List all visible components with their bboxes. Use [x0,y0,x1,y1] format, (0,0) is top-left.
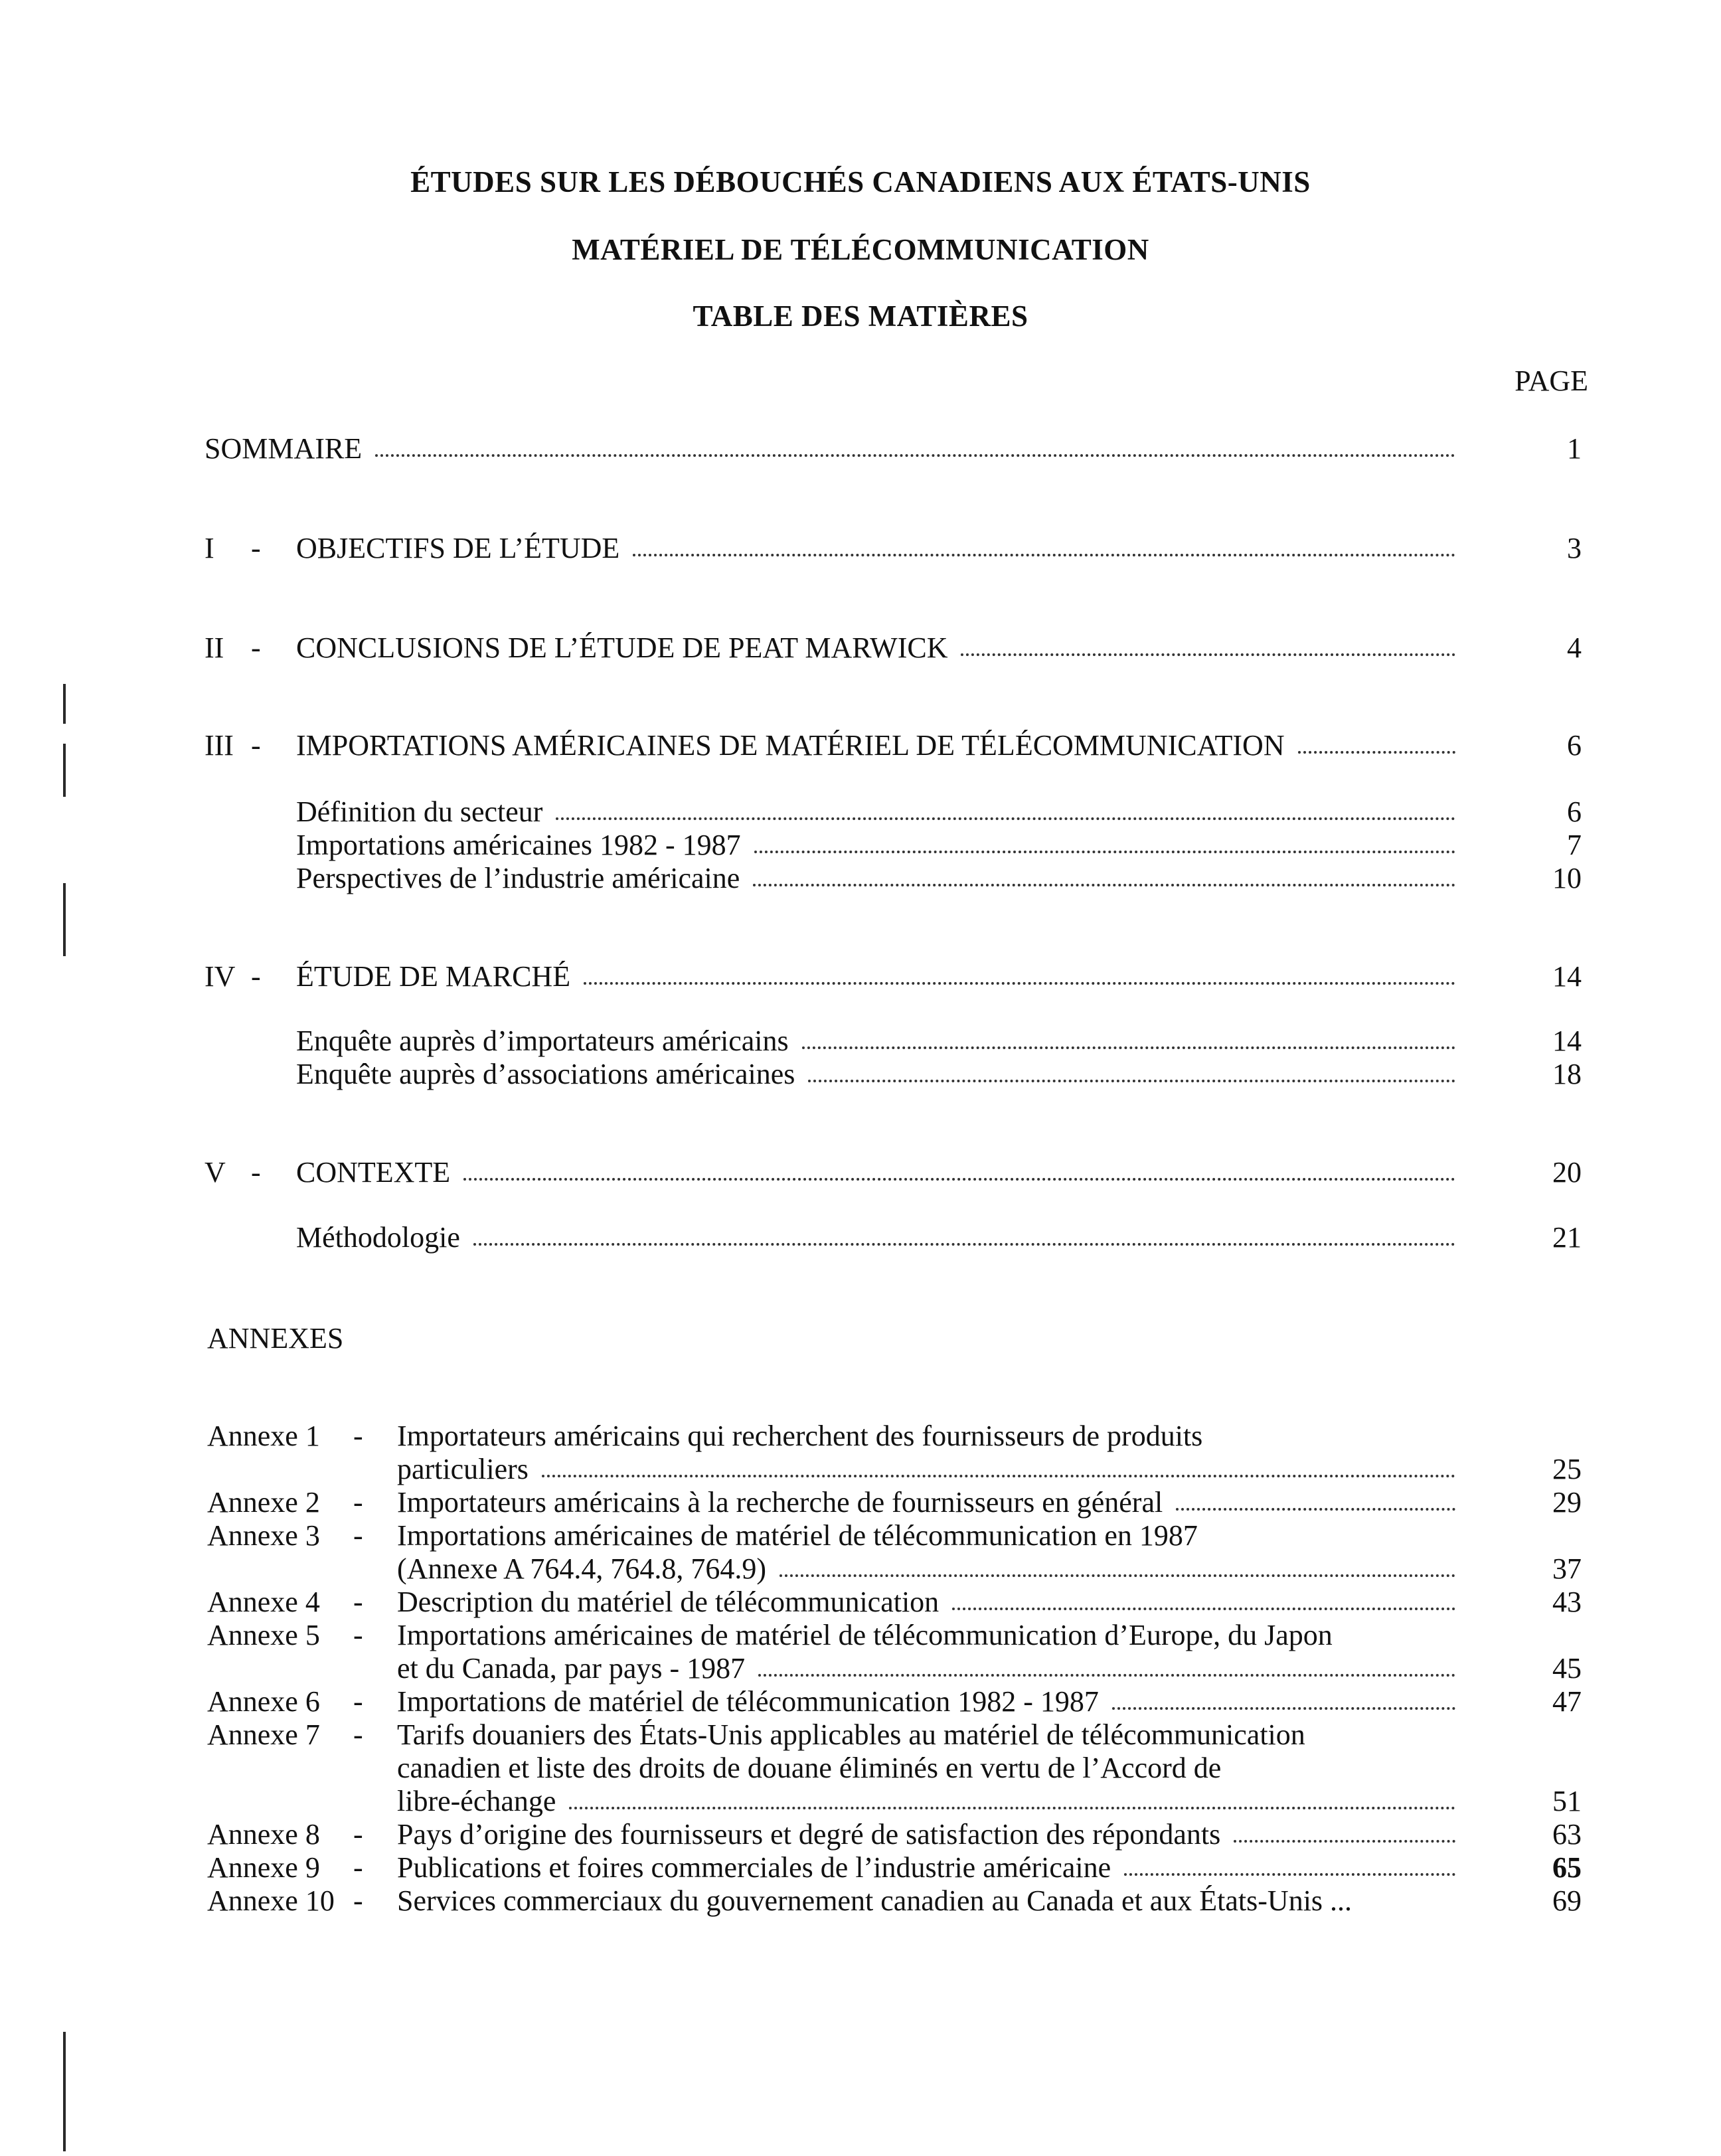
dot-leader [1298,727,1455,754]
annex-entry[interactable] [0,1882,1721,1920]
annex-page: 25 [1552,1453,1582,1485]
section-number: V [205,1156,226,1189]
annex-page: 29 [1552,1486,1582,1519]
dot-leader [754,827,1455,853]
subsection-page: 10 [1552,862,1582,894]
annex-title-line: canadien et liste des droits de douane éliminés en vertu de l’Accord de [397,1752,1222,1784]
annex-entry[interactable] [0,1517,1721,1554]
toc-entry-summary[interactable] [0,430,1721,467]
annex-separator: - [353,1519,363,1552]
dot-leader [1234,1816,1455,1843]
annex-title-line: Publications et foires commerciales de l’industrie américaine [397,1851,1111,1884]
annex-page: 43 [1552,1586,1582,1618]
annex-title-line: Importations américaines de matériel de télécommunication d’Europe, du Japon [397,1619,1333,1651]
annex-page: 65 [1552,1851,1582,1884]
dot-leader [584,958,1455,985]
annex-entry-continued[interactable] [0,1650,1721,1687]
annex-separator: - [353,1718,363,1751]
dot-leader [1112,1683,1455,1710]
annex-page: 45 [1552,1652,1582,1685]
annex-title-line: Importations de matériel de télécommunication 1982 - 1987 [397,1685,1099,1718]
toc-section-2[interactable] [0,629,1721,667]
section-title: IMPORTATIONS AMÉRICAINES DE MATÉRIEL DE TÉLÉCOMMUNICATION [296,729,1285,762]
dot-leader [542,1451,1455,1477]
annex-title-line: Importateurs américains qui recherchent des fournisseurs de produits [397,1420,1203,1452]
subsection-page: 14 [1552,1025,1582,1057]
annex-label: Annexe 9 [207,1851,320,1884]
annex-label: Annexe 3 [207,1519,320,1552]
dot-leader [1176,1484,1455,1511]
subsection-title: Enquête auprès d’associations américaines [296,1058,795,1090]
section-page: 14 [1552,960,1582,993]
annex-separator: - [353,1685,363,1718]
section-page: 20 [1552,1156,1582,1189]
dot-leader [961,629,1455,656]
subsection-title: Enquête auprès d’importateurs américains [296,1025,789,1057]
annex-title-line: (Annexe A 764.4, 764.8, 764.9) [397,1552,767,1585]
annex-title-line: Importateurs américains à la recherche de fournisseurs en général [397,1486,1163,1519]
annex-title-line: Services commerciaux du gouvernement canadien au Canada et aux États-Unis ... [397,1884,1352,1917]
annex-label: Annexe 10 [207,1884,335,1917]
section-separator: - [251,532,261,564]
section-separator: - [251,729,261,762]
toc-section-3[interactable] [0,727,1721,764]
annex-separator: - [353,1420,363,1452]
annex-separator: - [353,1486,363,1519]
subsection-page: 6 [1567,795,1582,828]
annex-title-line: Description du matériel de télécommunication [397,1586,940,1618]
dot-leader [1124,1849,1455,1876]
subsection-page: 7 [1567,829,1582,861]
dot-leader [779,1550,1455,1577]
toc-entry-title: SOMMAIRE [205,432,363,465]
section-number: II [205,631,224,664]
section-title: CONTEXTE [296,1156,451,1189]
section-number: III [205,729,234,762]
toc-section-5[interactable] [0,1154,1721,1191]
toc-subsection[interactable] [0,1219,1721,1256]
toc-subsection[interactable] [0,827,1721,864]
subsection-title: Perspectives de l’industrie américaine [296,862,740,894]
annex-title-line: Tarifs douaniers des États-Unis applicables au matériel de télécommunication [397,1718,1305,1751]
annex-entry-continued[interactable] [0,1750,1721,1787]
annex-entry[interactable] [0,1816,1721,1853]
section-number: I [205,532,214,564]
subsection-title: Méthodologie [296,1221,460,1254]
annex-entry[interactable] [0,1617,1721,1654]
toc-subsection[interactable] [0,1023,1721,1060]
section-number: IV [205,960,236,993]
annex-entry[interactable] [0,1418,1721,1455]
annex-label: Annexe 6 [207,1685,320,1718]
annex-page: 51 [1552,1785,1582,1817]
dot-leader [569,1783,1455,1809]
annex-label: Annexe 4 [207,1586,320,1618]
document-title: ÉTUDES SUR LES DÉBOUCHÉS CANADIENS AUX ÉTATS-UNIS [410,165,1311,199]
section-title: OBJECTIFS DE L’ÉTUDE [296,532,620,564]
annex-separator: - [353,1884,363,1917]
annex-page: 37 [1552,1552,1582,1585]
annex-label: Annexe 5 [207,1619,320,1651]
annex-title-line: et du Canada, par pays - 1987 [397,1652,746,1685]
document-subtitle: MATÉRIEL DE TÉLÉCOMMUNICATION [572,233,1149,266]
annex-entry[interactable] [0,1716,1721,1754]
annex-label: Annexe 2 [207,1486,320,1519]
page-column-header: PAGE [1515,365,1588,397]
scan-edge-mark [63,684,66,724]
section-title: ÉTUDE DE MARCHÉ [296,960,571,993]
dot-leader [473,1219,1455,1246]
dot-leader [463,1154,1455,1181]
annex-title-line: libre-échange [397,1785,556,1817]
annex-title-line: Importations américaines de matériel de télécommunication en 1987 [397,1519,1198,1552]
annex-entry[interactable] [0,1683,1721,1720]
section-title: CONCLUSIONS DE L’ÉTUDE DE PEAT MARWICK [296,631,948,664]
annex-page: 47 [1552,1685,1582,1718]
subsection-title: Définition du secteur [296,795,543,828]
annex-title-line: Pays d’origine des fournisseurs et degré de satisfaction des répondants [397,1818,1221,1851]
dot-leader [375,430,1455,457]
annex-entry-continued[interactable] [0,1451,1721,1488]
dot-leader [753,860,1455,886]
section-page: 6 [1567,729,1582,762]
section-separator: - [251,1156,261,1189]
toc-subsection[interactable] [0,793,1721,831]
annex-separator: - [353,1818,363,1851]
annex-title-line: particuliers [397,1453,529,1485]
annex-separator: - [353,1619,363,1651]
annex-entry-continued[interactable] [0,1550,1721,1588]
section-page: 3 [1567,532,1582,564]
toc-heading: TABLE DES MATIÈRES [693,299,1028,333]
annex-label: Annexe 8 [207,1818,320,1851]
dot-leader [556,793,1455,820]
toc-subsection[interactable] [0,860,1721,897]
annex-entry[interactable] [0,1584,1721,1621]
subsection-page: 18 [1552,1058,1582,1090]
annexes-heading-text: ANNEXES [207,1322,344,1355]
annex-page: 63 [1552,1818,1582,1851]
annexes-heading [0,1320,1721,1357]
section-separator: - [251,960,261,993]
annex-separator: - [353,1586,363,1618]
section-separator: - [251,631,261,664]
subsection-page: 21 [1552,1221,1582,1254]
toc-section-1[interactable] [0,530,1721,567]
toc-entry-page: 1 [1567,432,1582,465]
dot-leader [952,1584,1455,1610]
dot-leader [808,1056,1455,1082]
toc-subsection[interactable] [0,1056,1721,1093]
toc-section-4[interactable] [0,958,1721,995]
annex-entry[interactable] [0,1484,1721,1521]
subsection-title: Importations américaines 1982 - 1987 [296,829,741,861]
annex-label: Annexe 7 [207,1718,320,1751]
dot-leader [802,1023,1455,1049]
annex-separator: - [353,1851,363,1884]
annex-label: Annexe 1 [207,1420,320,1452]
annex-entry-continued[interactable] [0,1783,1721,1820]
annex-entry[interactable] [0,1849,1721,1886]
dot-leader [758,1650,1455,1677]
annex-page: 69 [1552,1884,1582,1917]
scan-edge-mark [63,2032,66,2151]
dot-leader [633,530,1455,556]
section-page: 4 [1567,631,1582,664]
